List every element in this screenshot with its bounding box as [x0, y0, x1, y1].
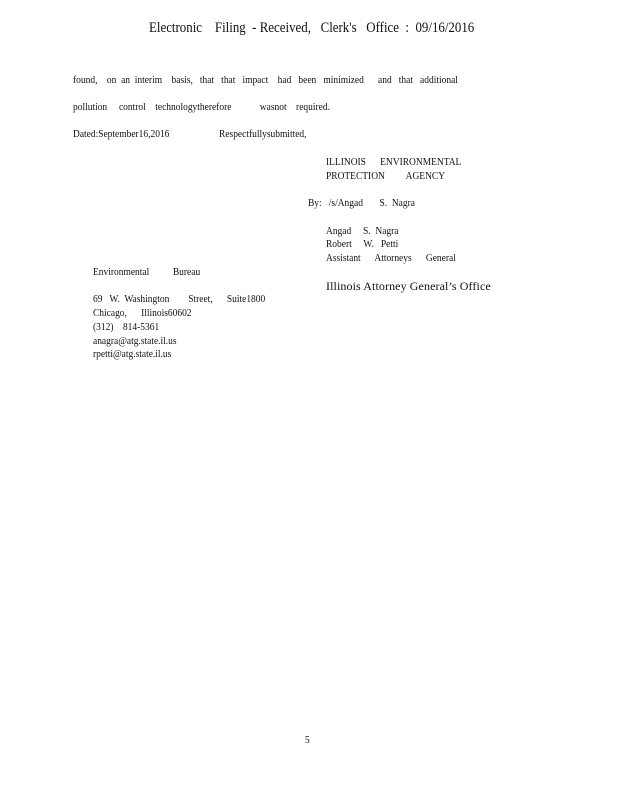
email-1: anagra@atg.state.il.us [93, 335, 177, 347]
page-number: 5 [305, 734, 310, 746]
bureau-name: Environmental Bureau [93, 266, 201, 278]
closing-line: Respectfullysubmitted, [219, 128, 307, 140]
body-line-2: pollution control technologytherefore wasnot required. [73, 101, 330, 113]
phone-number: (312) 814-5361 [93, 321, 160, 333]
attorney-title: Assistant Attorneys General [326, 252, 456, 264]
attorney-name-2: Robert W. Petti [326, 238, 399, 250]
office-name: Illinois Attorney General’s Office [326, 279, 491, 293]
dated-line: Dated:September16,2016 [73, 128, 170, 140]
agency-line-2: PROTECTION AGENCY [326, 170, 446, 182]
address-street: 69 W. Washington Street, Suite1800 [93, 293, 266, 305]
body-line-1: found, on an interim basis, that that impact had been minimized and that additional [73, 74, 458, 86]
email-2: rpetti@atg.state.il.us [93, 348, 172, 360]
signature-line: By: /s/Angad S. Nagra [308, 197, 415, 209]
agency-line-1: ILLINOIS ENVIRONMENTAL [326, 156, 462, 168]
filing-header: Electronic Filing - Received, Clerk's Office : 09/16/2016 [149, 20, 475, 36]
address-city: Chicago, Illinois60602 [93, 307, 192, 319]
attorney-name-1: Angad S. Nagra [326, 225, 399, 237]
